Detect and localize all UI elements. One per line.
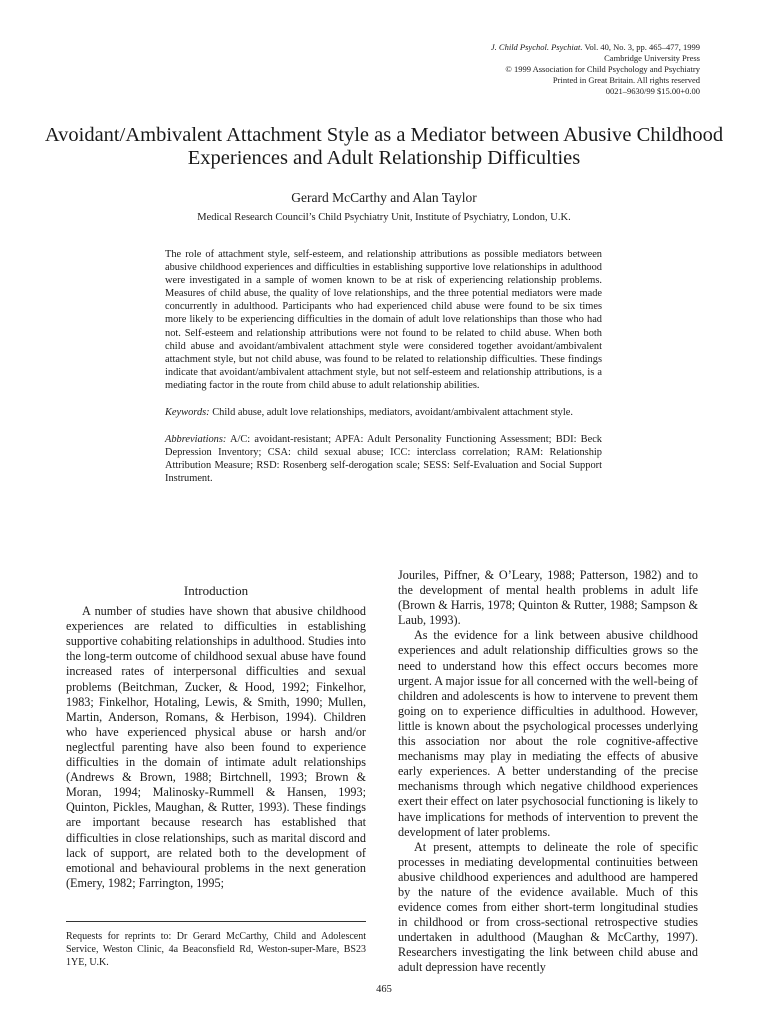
reprint-footnote: Requests for reprints to: Dr Gerard McCarthy, Child and Adolescent Service, Weston Clinic, 4a Beaconsfield Rd, Weston-super-Mare, BS23 1YE, U.K.	[66, 931, 366, 969]
keywords-label: Keywords:	[165, 407, 210, 419]
right-column	[398, 568, 698, 976]
introduction-paragraph-2: As the evidence for a link between abusive childhood experiences and adult relationship difficulties grows so the need to understand how this effect occurs becomes more urgent. A major issue for all concerned with the well-being of children and adolescents is how to intervene to prevent them going on to experience difficulties in adulthood. However, little is known about the psychological processes underlying this association nor about the role cognitive-affective mechanisms may play in mediating the effects of abusive early experiences. A better understanding of the precise mechanisms through which negative childhood experiences exert their effect on later psychosocial functioning is likely to have implications for methods of intervention to prevent the development of later problems.	[398, 628, 698, 839]
abstract-section	[165, 248, 602, 500]
journal-citation-block	[491, 42, 700, 97]
introduction-paragraph-3: At present, attempts to delineate the role of specific processes in mediating developmental continuities between abusive childhood experiences and adulthood are hampered by the nature of the evidence available. Much of this evidence comes from either short-term longitudinal studies in childhood or from cross-sectional retrospective studies undertaken in adulthood (Maughan & McCarthy, 1997). Researchers investigating the link between child abuse and adult depression have recently	[398, 839, 698, 975]
abbreviations-label: Abbreviations:	[165, 434, 227, 446]
citation-line	[491, 42, 700, 53]
keywords-line	[165, 406, 602, 419]
footnote-divider	[66, 921, 366, 922]
abbreviations-line	[165, 433, 602, 485]
abbreviations-text: A/C: avoidant-resistant; APFA: Adult Personality Functioning Assessment; BDI: Beck Depression Inventory; CSA: child sexual abuse; ICC: interclass correlation; RAM: Relationship Attribution Measure; RSD: Rosenberg self-derogation scale; SESS: Self-Evaluation and Social Support Instrument.	[165, 434, 602, 485]
page-number: 465	[376, 984, 392, 995]
volume-info: Vol. 40, No. 3, pp. 465–477, 1999	[582, 42, 700, 52]
author-names: Gerard McCarthy and Alan Taylor	[291, 190, 477, 205]
introduction-paragraph-1: A number of studies have shown that abusive childhood experiences are related to difficulties in establishing supportive cohabiting relationships in adulthood. Studies into the long-term outcome of childhood sexual abuse have found increased rates of interpersonal difficulties and sexual problems (Beitchman, Zucker, & Hood, 1992; Finkelhor, 1983; Finkelhor, Hotaling, Lewis, & Smith, 1990; Mullen, Martin, Anderson, Romans, & Herbison, 1994). Children who have experienced physical abuse or harsh and/or neglectful parenting have also been found to experience difficulties in the domain of intimate adult relationships (Andrews & Brown, 1988; Birtchnell, 1993; Brown & Moran, 1994; Malinosky-Rummell & Hansen, 1993; Quinton, Pickles, Maughan, & Rutter, 1993). These findings are important because research has established that difficulties in close relationships, such as marital discord and lack of support, are related both to the development of emotional and behavioural problems in the next generation (Emery, 1982; Farrington, 1995;	[66, 604, 366, 890]
keywords-text: Child abuse, adult love relationships, mediators, avoidant/ambivalent attachment style.	[209, 407, 573, 419]
issn-line: 0021–9630/99 $15.00+0.00	[605, 86, 700, 96]
copyright-line: © 1999 Association for Child Psychology and Psychiatry	[505, 64, 700, 74]
introduction-heading: Introduction	[183, 583, 249, 598]
left-column	[66, 568, 366, 891]
author-affiliation: Medical Research Council’s Child Psychiatry Unit, Institute of Psychiatry, London, U.K.	[197, 212, 571, 223]
paper-title: Avoidant/Ambivalent Attachment Style as a Mediator between Abusive Childhood Experiences and Adult Relationship Difficulties	[44, 124, 724, 169]
publisher-line: Cambridge University Press	[604, 53, 700, 63]
introduction-paragraph-1-continued: Jouriles, Piffner, & O’Leary, 1988; Patterson, 1982) and to the development of mental health problems in adult life (Brown & Harris, 1978; Quinton & Rutter, 1988; Sampson & Laub, 1993).	[398, 568, 698, 628]
printed-line: Printed in Great Britain. All rights reserved	[552, 75, 700, 85]
abstract-text: The role of attachment style, self-esteem, and relationship attributions as possible mediators between abusive childhood experiences and difficulties in establishing supportive love relationships in adulthood were investigated in a sample of women known to be at risk of experiencing relationship problems. Measures of child abuse, the quality of love relationships, and the three potential mediators were made concurrently in adulthood. Participants who had experienced child abuse were found to be six times more likely to be experiencing difficulties in the domain of adult love relationships than those who had not. Self-esteem and relationship attributions were not found to be related to child abuse. When both child abuse and avoidant/ambivalent attachment style were considered together avoidant/ambivalent attachment style, but not child abuse, was found to be related to relationship difficulties. These findings indicate that avoidant/ambivalent attachment style, but not self-esteem and relationship attributions, is a mediating factor in the route from child abuse to adult relationship abilities.	[165, 249, 602, 391]
journal-name: J. Child Psychol. Psychiat.	[490, 42, 583, 52]
